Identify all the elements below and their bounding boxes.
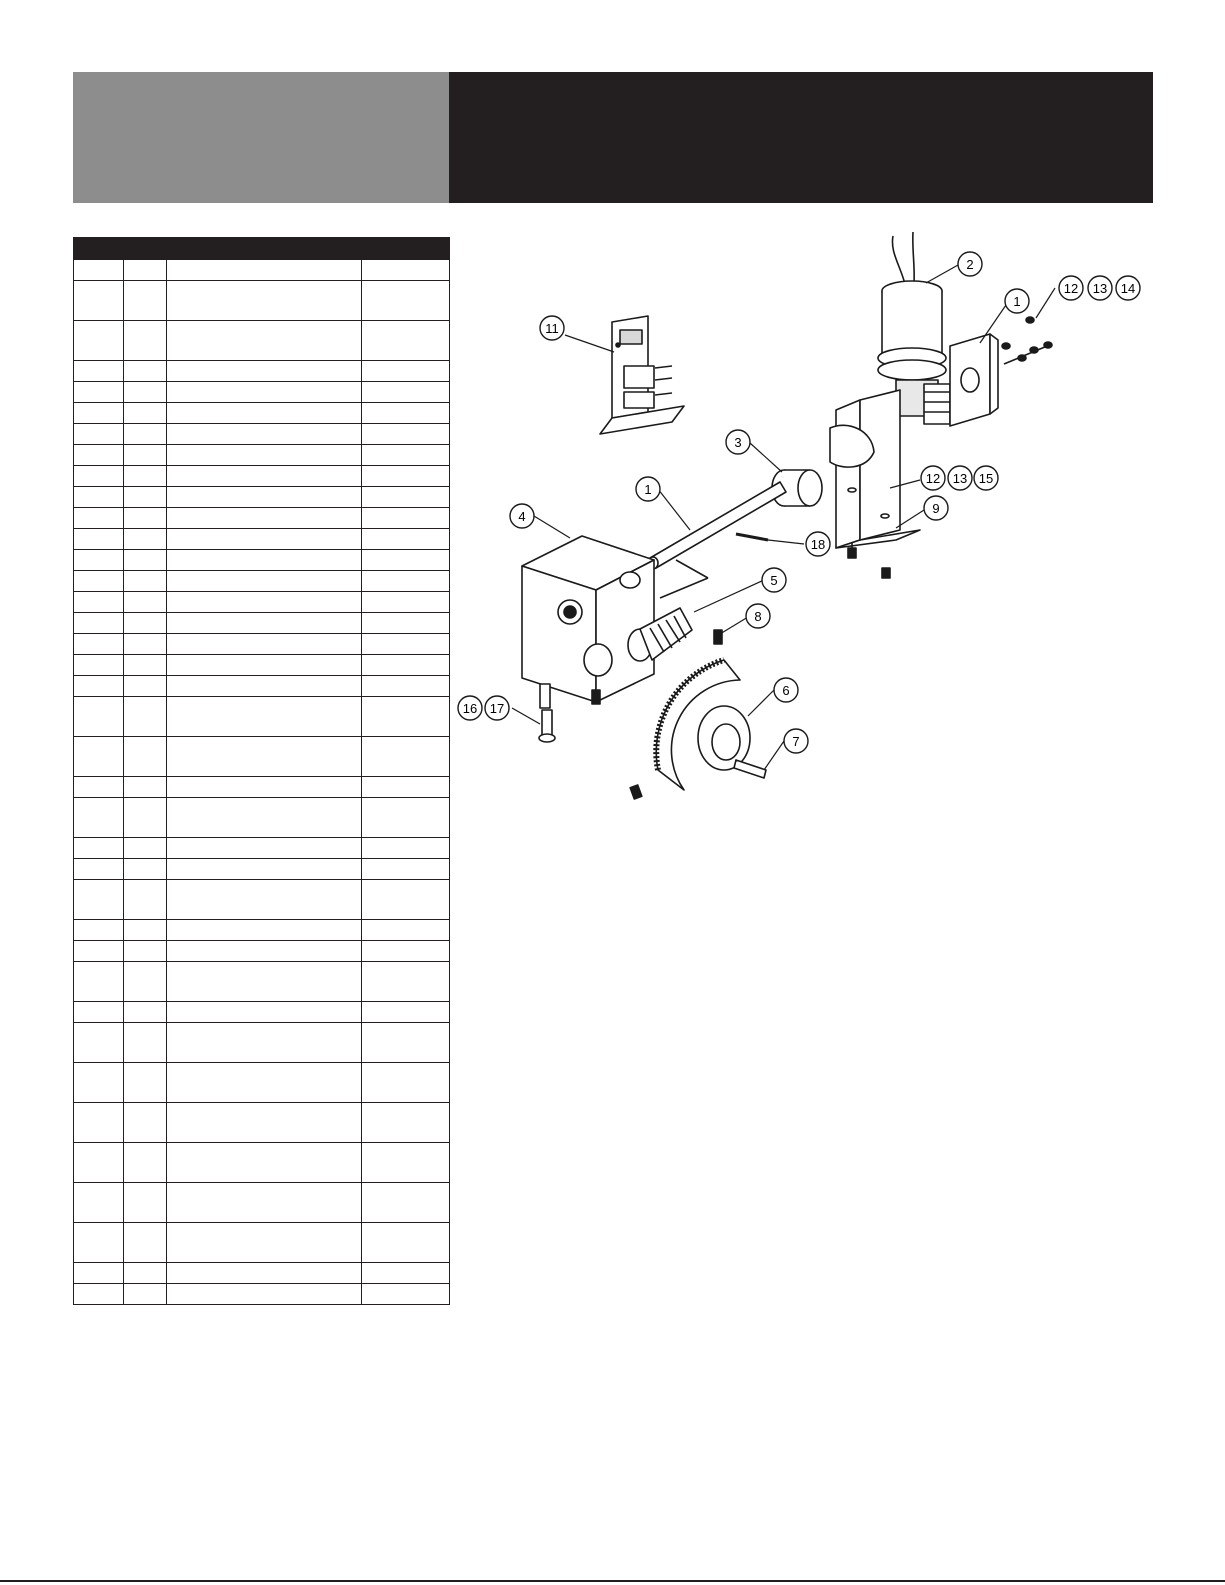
parts-table-cell [74, 1284, 124, 1305]
parts-table-cell [74, 1103, 124, 1143]
parts-table-cell [74, 737, 124, 777]
parts-table-cell [362, 798, 450, 838]
parts-table-cell [362, 1263, 450, 1284]
parts-table-cell [124, 403, 167, 424]
parts-table-cell [362, 361, 450, 382]
parts-table-cell [124, 798, 167, 838]
upper-bracket [950, 334, 998, 426]
parts-table-cell [124, 1263, 167, 1284]
parts-table-row [74, 1183, 450, 1223]
parts-table-row [74, 798, 450, 838]
callout-4: 4 [518, 509, 526, 524]
parts-table-cell [74, 676, 124, 697]
callout-12-lower: 12 [925, 471, 941, 486]
relay-board [600, 316, 684, 434]
parts-table-cell [74, 487, 124, 508]
parts-table-cell [74, 260, 124, 281]
parts-table-row [74, 655, 450, 676]
parts-table-cell [74, 592, 124, 613]
parts-table-cell [74, 962, 124, 1002]
callout-14: 14 [1120, 281, 1136, 296]
parts-table-row [74, 613, 450, 634]
parts-table-cell [167, 859, 362, 880]
parts-table-cell [74, 920, 124, 941]
parts-table-row [74, 466, 450, 487]
parts-table-row [74, 737, 450, 777]
parts-table-cell [74, 508, 124, 529]
parts-table-cell [167, 613, 362, 634]
parts-table-cell [74, 1223, 124, 1263]
parts-table-row [74, 634, 450, 655]
parts-table-cell [362, 1183, 450, 1223]
parts-table-cell [124, 737, 167, 777]
parts-table-cell [124, 859, 167, 880]
parts-table-row [74, 1223, 450, 1263]
parts-table-cell [167, 1143, 362, 1183]
parts-table-cell [124, 676, 167, 697]
callout-5: 5 [770, 573, 778, 588]
parts-table-cell [167, 697, 362, 737]
callout-7: 7 [792, 734, 800, 749]
parts-table-cell [362, 859, 450, 880]
callout-1-shaft: 1 [644, 482, 652, 497]
parts-table-cell [124, 777, 167, 798]
parts-table-cell [74, 859, 124, 880]
sector-gear [630, 660, 750, 799]
parts-table-row [74, 777, 450, 798]
callout-2: 2 [966, 257, 974, 272]
parts-table-row [74, 880, 450, 920]
parts-table-cell [167, 260, 362, 281]
parts-table-cell [124, 1183, 167, 1223]
parts-table-row [74, 1063, 450, 1103]
parts-table-cell [167, 445, 362, 466]
parts-table-cell [167, 777, 362, 798]
parts-table-header [74, 238, 450, 260]
parts-table-cell [362, 445, 450, 466]
parts-table-cell [167, 880, 362, 920]
parts-table-row [74, 321, 450, 361]
parts-table-cell [74, 798, 124, 838]
callout-9: 9 [932, 501, 940, 516]
parts-table-cell [362, 592, 450, 613]
header-cell-2 [124, 238, 167, 260]
parts-table-cell [167, 529, 362, 550]
parts-table-cell [167, 403, 362, 424]
parts-table-cell [167, 1263, 362, 1284]
parts-table-cell [167, 424, 362, 445]
parts-table-cell [124, 529, 167, 550]
parts-table-cell [362, 1143, 450, 1183]
parts-table-cell [362, 321, 450, 361]
parts-table-cell [74, 403, 124, 424]
parts-table-cell [74, 1063, 124, 1103]
parts-table-cell [362, 1002, 450, 1023]
parts-table-cell [167, 571, 362, 592]
lower-bracket [836, 390, 920, 578]
parts-list-table [73, 237, 450, 1305]
parts-table-row [74, 361, 450, 382]
callout-15: 15 [978, 471, 994, 486]
parts-table-cell [362, 838, 450, 859]
parts-table-cell [124, 592, 167, 613]
parts-table-row [74, 676, 450, 697]
header-gray-panel [73, 72, 449, 203]
parts-table-cell [74, 838, 124, 859]
gear-housing [522, 536, 654, 708]
parts-table-row [74, 941, 450, 962]
parts-table-cell [124, 487, 167, 508]
parts-table-row [74, 1143, 450, 1183]
exploded-parts-diagram [455, 230, 1155, 820]
parts-table-cell [362, 880, 450, 920]
parts-table-row [74, 838, 450, 859]
parts-table-cell [362, 962, 450, 1002]
parts-table-cell [74, 571, 124, 592]
parts-table-cell [362, 1223, 450, 1263]
parts-table-cell [362, 487, 450, 508]
parts-table-cell [167, 798, 362, 838]
callout-1-upper: 1 [1013, 294, 1021, 309]
footer-rule [0, 1580, 1225, 1582]
parts-table-cell [124, 1143, 167, 1183]
parts-table-row [74, 1263, 450, 1284]
parts-table-cell [167, 634, 362, 655]
parts-table-cell [124, 281, 167, 321]
parts-table-row [74, 571, 450, 592]
parts-table-cell [167, 838, 362, 859]
parts-table-cell [167, 487, 362, 508]
parts-table-cell [124, 321, 167, 361]
parts-table-cell [167, 676, 362, 697]
callout-3: 3 [734, 435, 742, 450]
parts-table-cell [167, 508, 362, 529]
header-cell-4 [362, 238, 450, 260]
bolt-set [539, 710, 555, 742]
callout-16: 16 [462, 701, 478, 716]
parts-table-row [74, 1103, 450, 1143]
parts-table-cell [362, 941, 450, 962]
parts-table-cell [362, 424, 450, 445]
parts-table-cell [362, 920, 450, 941]
parts-table-cell [362, 508, 450, 529]
parts-table-row [74, 529, 450, 550]
parts-table-cell [74, 466, 124, 487]
parts-table-cell [362, 737, 450, 777]
parts-table-cell [74, 281, 124, 321]
callout-6: 6 [782, 683, 790, 698]
parts-table-cell [362, 1284, 450, 1305]
parts-table-cell [124, 1103, 167, 1143]
parts-table-cell [74, 655, 124, 676]
parts-table-cell [167, 941, 362, 962]
parts-table-cell [362, 403, 450, 424]
parts-table-cell [74, 550, 124, 571]
parts-table-cell [74, 424, 124, 445]
parts-table-cell [362, 260, 450, 281]
parts-table-cell [167, 1063, 362, 1103]
parts-table-cell [167, 920, 362, 941]
parts-table-cell [362, 281, 450, 321]
parts-table-cell [74, 941, 124, 962]
parts-table-cell [74, 1023, 124, 1063]
parts-table-cell [124, 1002, 167, 1023]
parts-table-cell [167, 962, 362, 1002]
parts-table-cell [362, 571, 450, 592]
parts-table-cell [362, 466, 450, 487]
parts-table-cell [74, 1143, 124, 1183]
parts-table-cell [124, 655, 167, 676]
parts-table-cell [362, 697, 450, 737]
parts-table-cell [124, 634, 167, 655]
parts-table-cell [74, 777, 124, 798]
header-cell-3 [167, 238, 362, 260]
parts-table-cell [124, 361, 167, 382]
header-black-panel [449, 72, 1153, 203]
parts-table-cell [167, 1103, 362, 1143]
parts-table-cell [74, 1263, 124, 1284]
key [734, 760, 766, 778]
parts-table-cell [124, 445, 167, 466]
parts-table-row [74, 859, 450, 880]
parts-table-cell [74, 880, 124, 920]
parts-table-cell [167, 281, 362, 321]
parts-table-cell [167, 1284, 362, 1305]
parts-table-cell [124, 424, 167, 445]
parts-table-cell [74, 613, 124, 634]
header-cell-1 [74, 238, 124, 260]
parts-table-cell [124, 697, 167, 737]
parts-table-cell [124, 920, 167, 941]
parts-table-cell [124, 1223, 167, 1263]
parts-table-cell [167, 361, 362, 382]
parts-table-cell [74, 634, 124, 655]
parts-table-cell [74, 1183, 124, 1223]
parts-table-row [74, 550, 450, 571]
parts-table-cell [74, 361, 124, 382]
parts-table-row [74, 487, 450, 508]
parts-table-cell [167, 550, 362, 571]
parts-table-row [74, 1284, 450, 1305]
parts-table-cell [124, 1023, 167, 1063]
callout-18: 18 [810, 537, 826, 552]
parts-table-cell [74, 321, 124, 361]
parts-table-cell [167, 466, 362, 487]
parts-table-row [74, 1002, 450, 1023]
parts-table-cell [74, 529, 124, 550]
parts-table-row [74, 508, 450, 529]
parts-table-cell [362, 529, 450, 550]
pin [736, 534, 768, 540]
parts-table-cell [362, 1103, 450, 1143]
callout-11: 11 [545, 321, 559, 336]
parts-table-cell [124, 613, 167, 634]
parts-table-cell [124, 466, 167, 487]
parts-table-cell [124, 550, 167, 571]
parts-table-cell [167, 1023, 362, 1063]
parts-table-cell [124, 260, 167, 281]
parts-table-cell [362, 613, 450, 634]
callout-17: 17 [489, 701, 505, 716]
callout-13-upper: 13 [1092, 281, 1108, 296]
parts-table-cell [124, 1063, 167, 1103]
parts-table-row [74, 424, 450, 445]
parts-table-row [74, 403, 450, 424]
parts-table-cell [124, 508, 167, 529]
parts-table-cell [167, 592, 362, 613]
parts-table-cell [362, 1023, 450, 1063]
parts-table-cell [362, 777, 450, 798]
parts-table-cell [167, 737, 362, 777]
parts-table-row [74, 260, 450, 281]
parts-table-cell [124, 962, 167, 1002]
set-screw-8 [714, 630, 722, 644]
parts-table-row [74, 697, 450, 737]
parts-table-row [74, 962, 450, 1002]
parts-table-cell [362, 550, 450, 571]
parts-table-cell [362, 676, 450, 697]
parts-table-cell [124, 1284, 167, 1305]
callout-8: 8 [754, 609, 762, 624]
fastener-set-upper [1002, 317, 1052, 364]
parts-table-cell [167, 321, 362, 361]
parts-table-cell [74, 1002, 124, 1023]
parts-table-cell [362, 634, 450, 655]
parts-table-row [74, 920, 450, 941]
parts-table-cell [362, 655, 450, 676]
parts-table-cell [74, 697, 124, 737]
parts-table-cell [167, 382, 362, 403]
parts-table-cell [124, 382, 167, 403]
parts-table-cell [124, 941, 167, 962]
parts-table-cell [124, 571, 167, 592]
parts-table-row [74, 445, 450, 466]
parts-table-cell [124, 838, 167, 859]
parts-table-cell [167, 1002, 362, 1023]
parts-table-row [74, 592, 450, 613]
parts-table-row [74, 281, 450, 321]
parts-table-cell [362, 1063, 450, 1103]
parts-table-cell [167, 655, 362, 676]
parts-table-row [74, 1023, 450, 1063]
parts-table-cell [362, 382, 450, 403]
parts-table-row [74, 382, 450, 403]
parts-table-cell [167, 1223, 362, 1263]
parts-table-cell [74, 382, 124, 403]
parts-table-cell [74, 445, 124, 466]
callout-12-upper: 12 [1063, 281, 1079, 296]
parts-table-cell [124, 880, 167, 920]
parts-table-cell [167, 1183, 362, 1223]
callout-13-lower: 13 [952, 471, 968, 486]
